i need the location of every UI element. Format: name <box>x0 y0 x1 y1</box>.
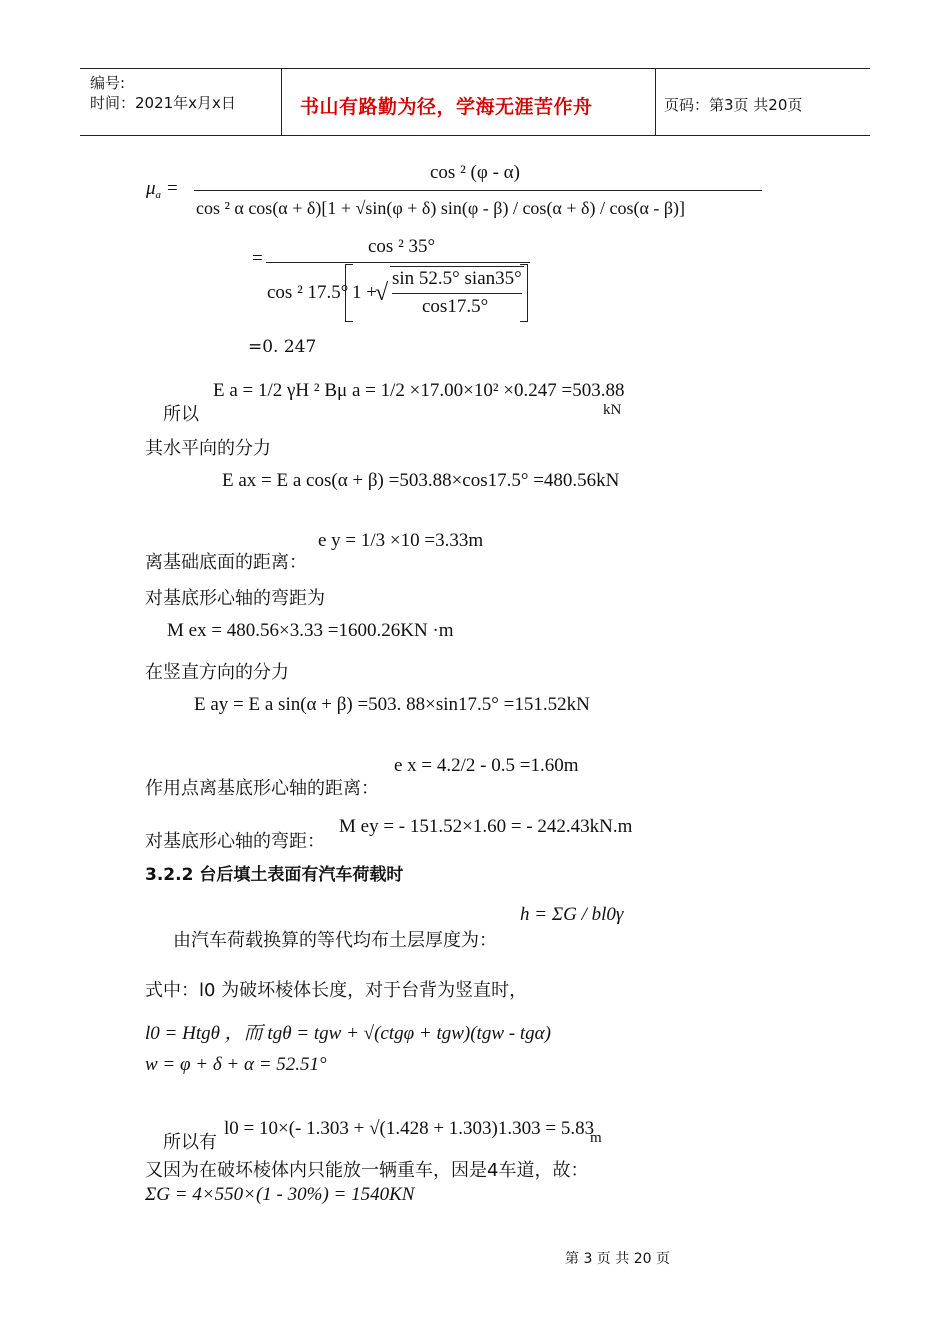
ey-prefix: 离基础底面的距离： <box>145 552 307 573</box>
header-divider-left <box>281 68 282 136</box>
horizontal-heading: 其水平向的分力 <box>145 438 271 459</box>
eq1-lhs: $\mu_a$ = <box>146 178 179 201</box>
l0-value-formula: l0 = 10×(- 1.303 + √(1.428 + 1.303)1.303 = 5.83 <box>224 1118 595 1139</box>
header-top-rule <box>80 68 870 69</box>
mex-heading: 对基底形心轴的弯距为 <box>145 588 325 609</box>
ea-unit: kN <box>603 402 622 418</box>
h-prefix: 由汽车荷载换算的等代均布土层厚度为： <box>173 930 497 951</box>
eq2-right-bracket <box>520 264 528 322</box>
ea-formula: E a = 1/2 γH ² Bμ a = 1/2 ×17.00×10² ×0.247 =503.88 <box>213 380 625 401</box>
eq2-numerator: cos ² 35° <box>368 236 436 257</box>
h-formula: h = ΣG / bl0γ <box>520 904 624 925</box>
doc-number-label: 编号: <box>90 74 126 92</box>
page-label: 页码：第3页 共20页 <box>664 96 803 114</box>
header-bottom-rule <box>80 135 870 136</box>
w-equation: w = φ + δ + α = 52.51° <box>145 1054 327 1075</box>
heavy-vehicle-note: 又因为在破坏棱体内只能放一辆重车，因是4车道，故： <box>145 1160 589 1181</box>
sum-g-equation: ΣG = 4×550×(1 - 30%) = 1540KN <box>145 1184 415 1205</box>
eq2-sqrt-sign: √ <box>375 280 389 306</box>
eq1-denominator: cos ² α cos(α + δ)[1 + √sin(φ + δ) sin(φ - β) / cos(α + δ) / cos(α - β)] <box>196 198 686 218</box>
l0-description: 式中：l0 为破坏棱体长度，对于台背为竖直时， <box>145 980 528 1001</box>
eq1-numerator: cos ² (φ - α) <box>430 162 520 183</box>
ea-prefix: 所以 <box>163 404 199 425</box>
l0-value-prefix: 所以有 <box>163 1132 217 1153</box>
ex-formula: e x = 4.2/2 - 0.5 =1.60m <box>394 755 579 776</box>
eay-equation: E ay = E a sin(α + β) =503. 88×sin17.5° =151.52kN <box>194 694 590 715</box>
ex-prefix: 作用点离基底形心轴的距离： <box>145 778 379 799</box>
page-footer: 第 3 页 共 20 页 <box>565 1251 670 1267</box>
vertical-heading: 在竖直方向的分力 <box>145 662 289 683</box>
l0-value-unit: m <box>590 1130 602 1146</box>
header-divider-right <box>655 68 656 136</box>
section-heading: 3.2.2 台后填土表面有汽车荷载时 <box>145 865 404 885</box>
time-label: 时间：2021年x月x日 <box>90 94 236 112</box>
eq2-inner-denominator: cos17.5° <box>422 296 489 317</box>
eq2-den-left: cos ² 17.5° <box>267 282 349 303</box>
mey-formula: M ey = - 151.52×1.60 = - 242.43kN.m <box>339 816 633 837</box>
l0-equation: l0 = Htgθ ，而 tgθ = tgw + √(ctgφ + tgw)(tgw - tgα) <box>145 1023 551 1044</box>
eq2-inner-bar <box>392 293 522 294</box>
eq2-one-plus: 1 + <box>352 282 377 303</box>
eq2-equals: = <box>252 248 263 269</box>
eq2-sqrt-overline <box>390 266 524 267</box>
eq2-fraction-bar <box>266 262 530 263</box>
eq2-inner-numerator: sin 52.5° sian35° <box>392 268 522 289</box>
ey-formula: e y = 1/3 ×10 =3.33m <box>318 530 484 551</box>
eq1-fraction-bar <box>194 190 762 191</box>
eax-equation: E ax = E a cos(α + β) =503.88×cos17.5° =480.56kN <box>222 470 620 491</box>
mey-prefix: 对基底形心轴的弯距： <box>145 831 325 852</box>
eq3-result: =0. 247 <box>248 337 317 357</box>
mex-equation: M ex = 480.56×3.33 =1600.26KN ·m <box>167 620 454 641</box>
motto-text: 书山有路勤为径，学海无涯苦作舟 <box>300 96 593 118</box>
